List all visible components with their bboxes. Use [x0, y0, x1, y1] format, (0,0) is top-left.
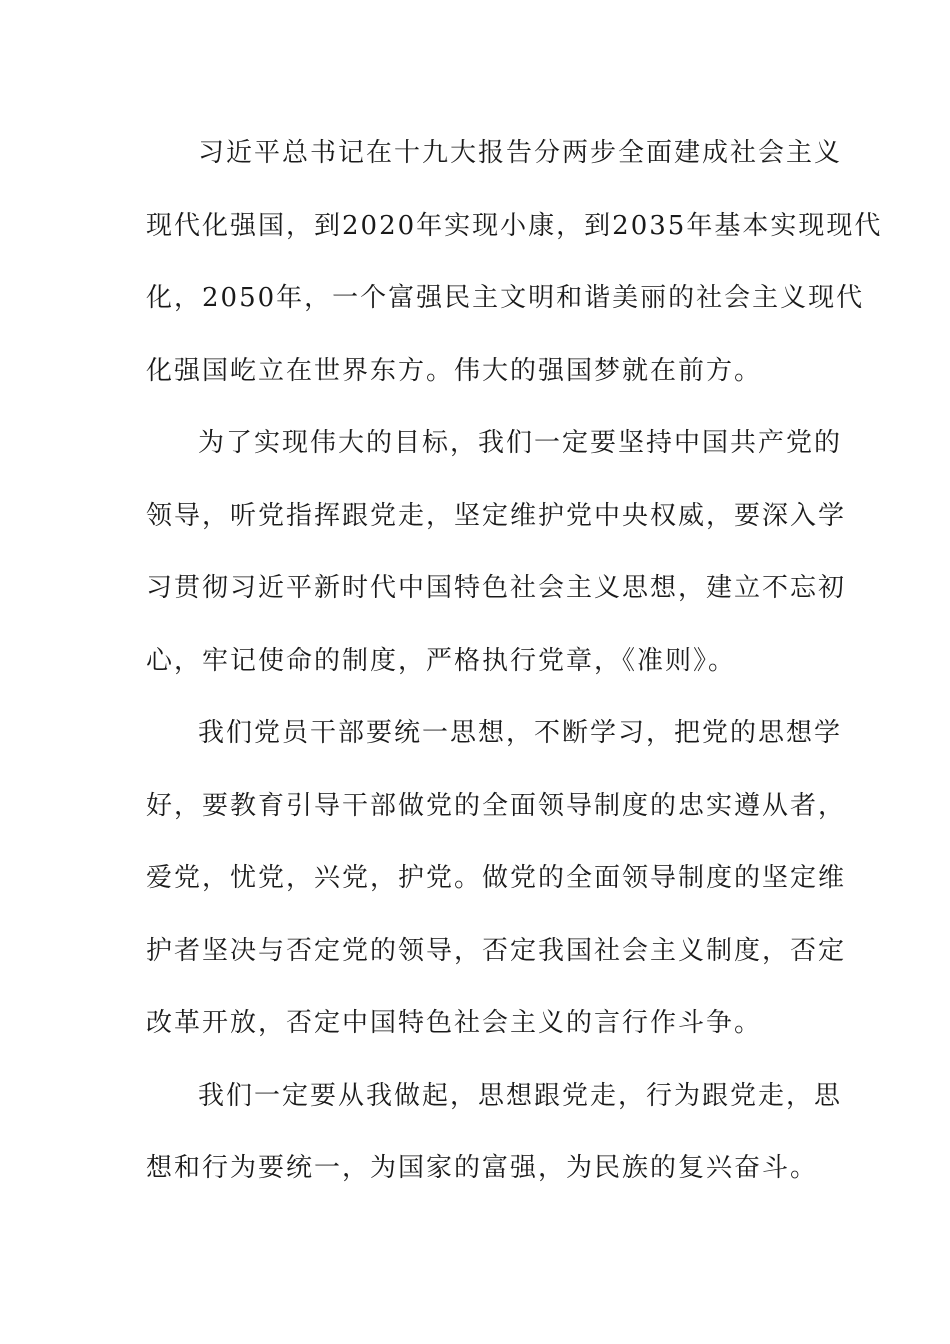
- text-line: 化强国屹立在世界东方。伟大的强国梦就在前方。: [146, 355, 763, 386]
- paragraph-3: [146, 697, 847, 1060]
- paragraph-4: [146, 1060, 843, 1205]
- text-line: 习近平总书记在十九大报告分两步全面建成社会主义: [198, 138, 843, 168]
- text-line: 护者坚决与否定党的领导，否定我国社会主义制度，否定: [146, 935, 847, 966]
- text-line: 想和行为要统一，为国家的富强，为民族的复兴奋斗。: [146, 1153, 819, 1183]
- text-line: 领导，听党指挥跟党走，坚定维护党中央权威，要深入学: [146, 500, 847, 531]
- text-line: 为了实现伟大的目标，我们一定要坚持中国共产党的: [198, 428, 843, 458]
- text-line: 化，2050年，一个富强民主文明和谐美丽的社会主义现代: [146, 283, 865, 313]
- text-line: 习贯彻习近平新时代中国特色社会主义思想，建立不忘初: [146, 573, 847, 603]
- text-line: 我们一定要从我做起，思想跟党走，行为跟党走，思: [198, 1080, 843, 1111]
- text-line: 现代化强国，到2020年实现小康，到2035年基本实现现代: [146, 210, 883, 241]
- text-line: 爱党，忧党，兴党，护党。做党的全面领导制度的坚定维: [146, 863, 847, 893]
- text-line: 好，要教育引导干部做党的全面领导制度的忠实遵从者，: [146, 790, 847, 821]
- text-line: 改革开放，否定中国特色社会主义的言行作斗争。: [146, 1008, 763, 1038]
- document-body: [146, 117, 883, 1205]
- text-line: 我们党员干部要统一思想，不断学习，把党的思想学: [198, 718, 843, 748]
- text-line: 心，牢记使命的制度，严格执行党章，《准则》。: [146, 645, 737, 676]
- paragraph-1: [146, 117, 883, 407]
- paragraph-2: [146, 407, 847, 697]
